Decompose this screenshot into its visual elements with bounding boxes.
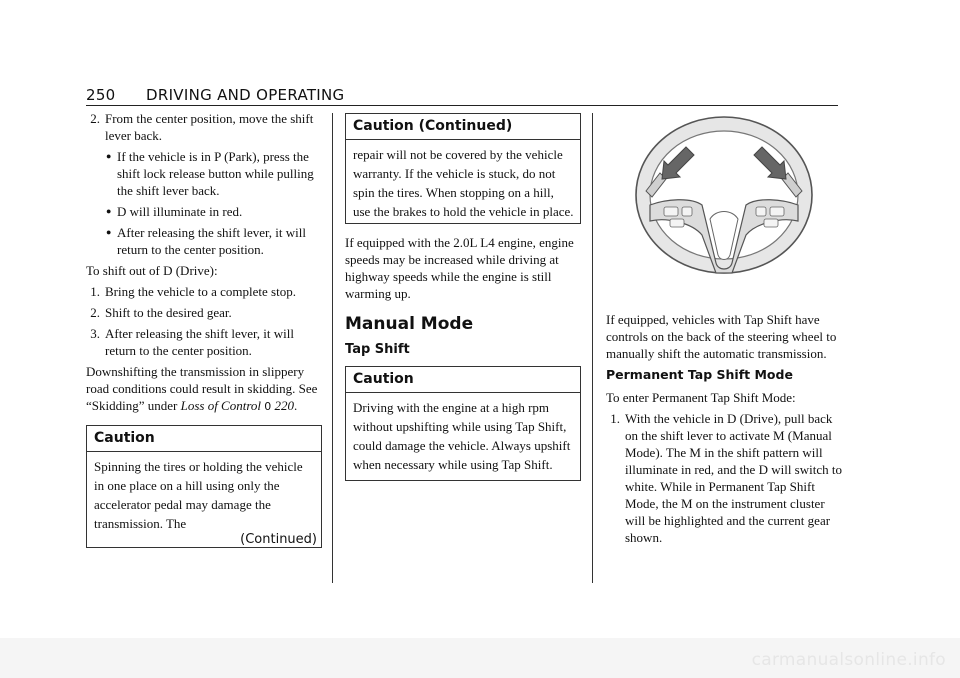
cross-reference-link[interactable]: Loss of Control [180,398,262,413]
bullet-icon: ● [106,206,112,216]
column-3 [606,113,842,550]
bullet-icon: ● [106,151,112,161]
page-ref-icon: 0 [264,400,272,413]
tap-shift-intro: If equipped, vehicles with Tap Shift have controls on the back of the steering wheel to manually shift the automatic transmission. [606,312,837,361]
page-header [86,86,838,106]
bullet-item: ● After releasing the shift lever, it will return to the center position. [106,225,307,257]
drive-intro: To shift out of D (Drive): [86,263,218,278]
bullet-item: ● D will illuminate in red. [106,204,243,219]
steering-wheel-illustration [606,113,842,303]
enter-mode-text: To enter Permanent Tap Shift Mode: [606,390,796,405]
tap-shift-heading: Tap Shift [345,342,410,357]
column-divider [332,113,333,583]
page-number: 250 [86,86,116,104]
bullet-item: ● If the vehicle is in P (Park), press the shift lock release button while pulling the shift lever back. [106,149,314,198]
section-title: DRIVING AND OPERATING [146,86,345,104]
caution-title: Caution [87,426,321,452]
manual-mode-heading: Manual Mode [345,314,474,334]
caution-box [345,366,581,481]
bullet-icon: ● [106,227,112,237]
permanent-tap-shift-heading: Permanent Tap Shift Mode [606,367,793,382]
engine-paragraph: If equipped with the 2.0L L4 engine, engine speeds may be increased while driving at highway speeds while the engine is still warming up. [345,235,574,301]
caution-box [86,425,322,548]
continued-label: (Continued) [240,532,317,547]
watermark-text: carmanualsonline.info [751,650,946,670]
page-ref-number[interactable]: 220 [274,398,295,413]
step-item: 1. With the vehicle in D (Drive), pull back on the shift lever to activate M (Manual Mode). The M in the shift pattern will illuminate in red, and the D will switch to white. While in Permanent Tap Shift Mode, the M on the instrument cluster will be highlighted and the current gear shown. [610,411,842,545]
caution-body: Driving with the engine at a high rpm without upshifting while using Tap Shift, could damage the vehicle. Always upshift when necessary while using Tap Shift. [353,400,571,472]
column-divider [592,113,593,583]
caution-body: Spinning the tires or holding the vehicle in one place on a hill using only the accelerator pedal may damage the transmission. The [94,459,303,531]
caution-title: Caution [346,367,580,393]
watermark-bar [0,638,960,678]
caution-continued-box [345,113,581,224]
downshift-paragraph: Downshifting the transmission in slippery road conditions could result in skidding. See “Skidding” under Loss of Control 0 220. [86,364,318,413]
column-2 [345,110,581,481]
step-item: 1. Bring the vehicle to a complete stop. [90,284,296,299]
column-1 [86,110,322,548]
caution-title: Caution (Continued) [346,114,580,140]
step-item: 3. After releasing the shift lever, it will return to the center position. [90,326,295,358]
step-item: 2. From the center position, move the shift lever back. [90,111,314,143]
step-item: 2. Shift to the desired gear. [90,305,232,320]
caution-body: repair will not be covered by the vehicle warranty. If the vehicle is stuck, do not spin the tires. When stopping on a hill, use the brakes to hold the vehicle in place. [353,147,574,219]
